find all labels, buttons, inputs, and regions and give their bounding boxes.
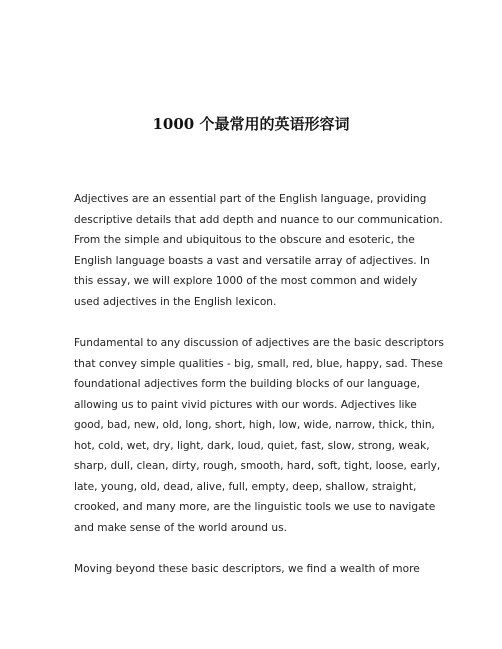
text-line: hot, cold, wet, dry, light, dark, loud, quiet, fast, slow, strong, weak, [74,439,430,452]
text-line: descriptive details that add depth and nuance to our communication. [74,213,443,226]
document-title: 1000 个最常用的英语形容词 [152,115,350,133]
text-line: Adjectives are an essential part of the English language, providing [74,193,427,205]
text-line: that convey simple qualities - big, small, red, blue, happy, sad. These [74,357,443,370]
text-line: this essay, we will explore 1000 of the most common and widely [74,275,418,287]
text-line: sharp, dull, clean, dirty, rough, smooth, hard, soft, tight, loose, early, [74,460,441,472]
text-line: foundational adjectives form the building blocks of our language, [74,378,421,390]
text-line: Moving beyond these basic descriptors, we find a wealth of more [74,563,420,575]
text-line: From the simple and ubiquitous to the obscure and esoteric, the [74,234,415,246]
text-line: late, young, old, dead, alive, full, empty, deep, shallow, straight, [74,480,417,493]
text-line: allowing us to paint vivid pictures with our words. Adjectives like [74,398,417,411]
paragraph-intro [74,189,443,312]
text-line: English language boasts a vast and versatile array of adjectives. In [74,254,430,267]
text-line: used adjectives in the English lexicon. [74,295,277,308]
paragraph-beyond-basics [74,559,436,580]
text-line: crooked, and many more, are the linguistic tools we use to navigate [74,501,436,513]
text-line: good, bad, new, old, long, short, high, low, wide, narrow, thick, thin, [74,419,435,431]
text-line: and make sense of the world around us. [74,521,287,534]
paragraph-basic-descriptors [74,333,444,538]
text-line: Fundamental to any discussion of adjectives are the basic descriptors [74,337,444,349]
